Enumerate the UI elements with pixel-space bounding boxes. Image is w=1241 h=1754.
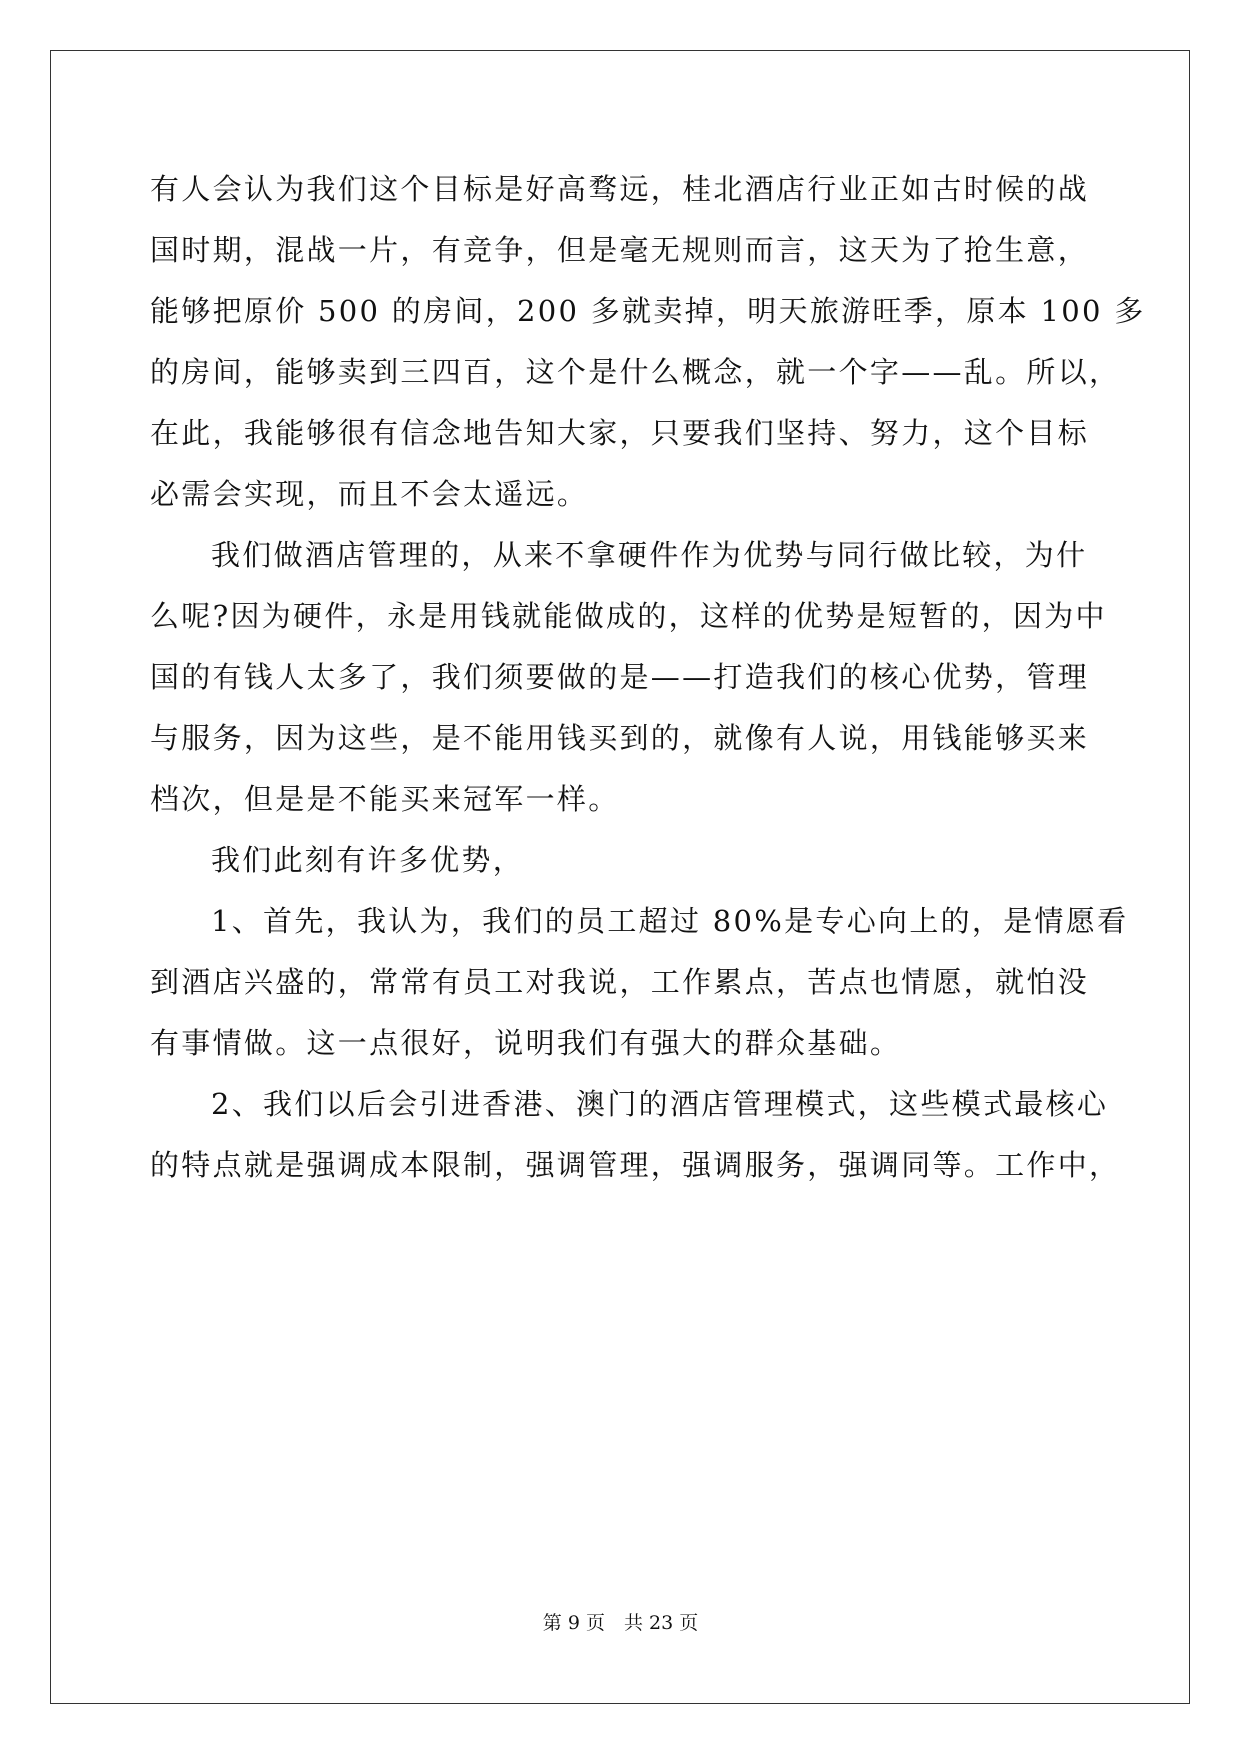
document-body xyxy=(150,159,1146,1196)
text-line: 国的有钱人太多了，我们须要做的是——打造我们的核心优势，管理 xyxy=(150,660,1090,694)
text-line: 必需会实现，而且不会太遥远。 xyxy=(150,477,589,511)
text-line: 国时期，混战一片，有竞争，但是毫无规则而言，这天为了抢生意， xyxy=(150,233,1090,267)
list-item-2-line: 2、我们以后会引进香港、澳门的酒店管理模式，这些模式最核心 xyxy=(211,1087,1109,1121)
text-line: 有人会认为我们这个目标是好高骛远，桂北酒店行业正如古时候的战 xyxy=(150,172,1090,206)
text-line: 到酒店兴盛的，常常有员工对我说，工作累点，苦点也情愿，就怕没 xyxy=(150,965,1090,999)
text-line: 能够把原价 500 的房间，200 多就卖掉，明天旅游旺季，原本 100 多 xyxy=(150,294,1146,328)
text-line: 有事情做。这一点很好，说明我们有强大的群众基础。 xyxy=(150,1026,902,1060)
list-item-1-line: 1、首先，我认为，我们的员工超过 80%是专心向上的，是情愿看 xyxy=(211,904,1129,938)
text-line: 么呢?因为硬件，永是用钱就能做成的，这样的优势是短暂的，因为中 xyxy=(150,599,1107,633)
text-line: 的特点就是强调成本限制，强调管理，强调服务，强调同等。工作中， xyxy=(150,1148,1121,1182)
paragraph-start-line: 我们做酒店管理的，从来不拿硬件作为优势与同行做比较，为什 xyxy=(211,538,1088,572)
paragraph-start-line: 我们此刻有许多优势， xyxy=(211,843,525,877)
text-line: 档次，但是是不能买来冠军一样。 xyxy=(150,782,620,816)
text-line: 的房间，能够卖到三四百，这个是什么概念，就一个字——乱。所以， xyxy=(150,355,1121,389)
text-line: 在此，我能够很有信念地告知大家，只要我们坚持、努力，这个目标 xyxy=(150,416,1090,450)
text-line: 与服务，因为这些，是不能用钱买到的，就像有人说，用钱能够买来 xyxy=(150,721,1090,755)
page-number-footer: 第 9 页 共 23 页 xyxy=(542,1612,699,1634)
